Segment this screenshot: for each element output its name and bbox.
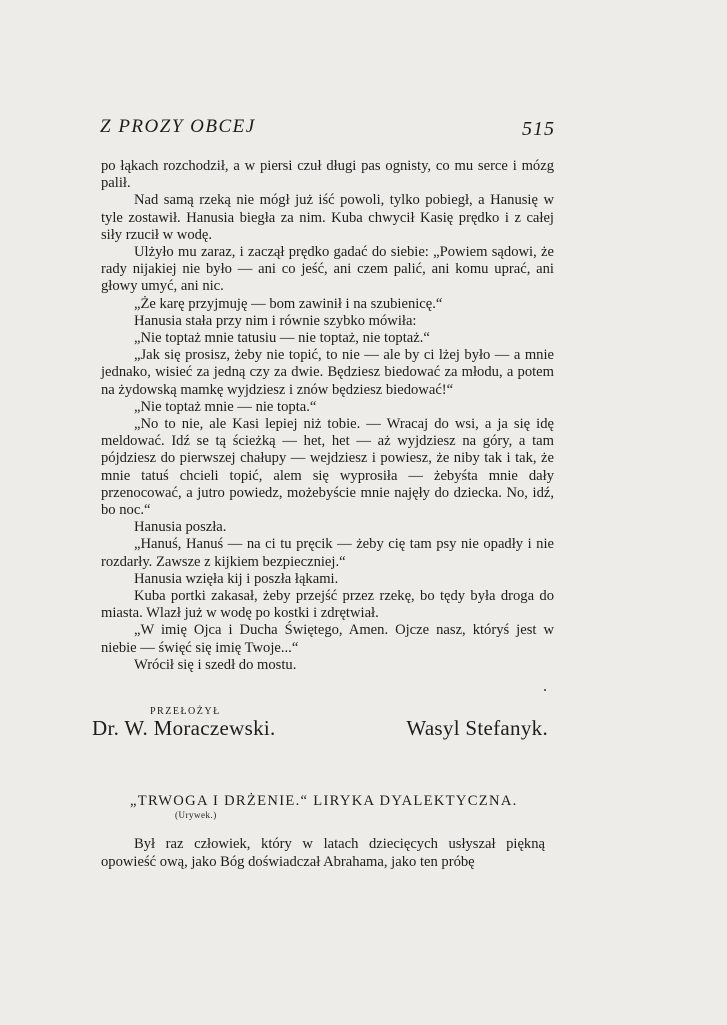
article-text: Był raz człowiek, który w latach dziecięcych usłyszał piękną opowieść ową, jako Bóg doświadczał Abrahama, jako ten próbę xyxy=(101,836,545,870)
paragraph: Kuba portki zakasał, żeby przejść przez rzekę, bo tędy była droga do miasta. Wlazł już w wodę po kostki i zdrętwiał. xyxy=(101,588,554,622)
paragraph: „No to nie, ale Kasi lepiej niż tobie. — Wracaj do wsi, a ja się idę meldować. Idź se tą ścieżką — het, het — aż wyjdziesz na góry, a tam pójdziesz do pierwszej chałupy — wejdziesz i powiesz, że niby tak i tak, że mnie tatuś chcieli topić, alem się wyprosiła — żebyśta mnie dały przenocować, a jutro powiedz, możebyście mnie najęły do dziecka. No, idź, bo noc.“ xyxy=(101,416,554,519)
paragraph: Wrócił się i szedł do mostu. xyxy=(134,656,297,673)
paragraph: „Jak się prosisz, żeby nie topić, to nie — ale by ci lżej było — a mnie jednako, wisieć za jedną czy za dwie. Będziesz biedować za młodu, a potem na żydowską mamkę wyjdziesz i znów będziesz biedować!“ xyxy=(101,347,554,398)
print-speck xyxy=(544,689,546,691)
section-title: Z PROZY OBCEJ xyxy=(100,116,256,137)
author-name: Wasyl Stefanyk. xyxy=(406,716,548,740)
paragraph: „Nie toptaż mnie tatusiu — nie toptaż, nie toptaż.“ xyxy=(134,330,430,347)
paragraph: „W imię Ojca i Ducha Świętego, Amen. Ojcze nasz, któryś jest w niebie — święć się imię Twoje...“ xyxy=(101,622,554,656)
running-head xyxy=(100,116,555,146)
page-number: 515 xyxy=(522,118,555,140)
paragraph: Hanusia poszła. xyxy=(134,519,227,536)
article-subtitle: (Urywek.) xyxy=(175,810,217,820)
paragraph: „Że karę przyjmuję — bom zawinił i na szubienicę.“ xyxy=(134,295,443,312)
story-text xyxy=(101,158,554,674)
paragraph: Nad samą rzeką nie mógł już iść powoli, tylko pobiegł, a Hanusię w tyle zostawił. Hanusia biegła za nim. Kuba chwycił Kasię prędko i z całej siły rzucił w wodę. xyxy=(101,192,554,243)
paragraph: Hanusia stała przy nim i równie szybko mówiła: xyxy=(134,312,417,329)
paragraph: „Nie toptaż mnie — nie topta.“ xyxy=(134,398,317,415)
paragraph: „Hanuś, Hanuś — na ci tu pręcik — żeby cię tam psy nie opadły i nie rozdarły. Zawsze z kijkiem bezpieczniej.“ xyxy=(101,536,554,570)
translator-name: Dr. W. Moraczewski. xyxy=(92,716,276,740)
paragraph: Hanusia wzięła kij i poszła łąkami. xyxy=(134,570,339,587)
translator-label: PRZEŁOŻYŁ xyxy=(150,706,221,717)
paragraph: po łąkach rozchodził, a w piersi czuł długi pas ognisty, co mu serce i mózg palił. xyxy=(101,158,554,192)
article-title: „TRWOGA I DRŻENIE.“ LIRYKA DYALEKTYCZNA. xyxy=(130,793,518,809)
paragraph: Ulżyło mu zaraz, i zaczął prędko gadać do siebie: „Powiem sądowi, że rady nijakiej nie było — ani co jeść, ani czem palić, ani komu uprać, ani głowy umyć, ani nic. xyxy=(101,244,554,295)
